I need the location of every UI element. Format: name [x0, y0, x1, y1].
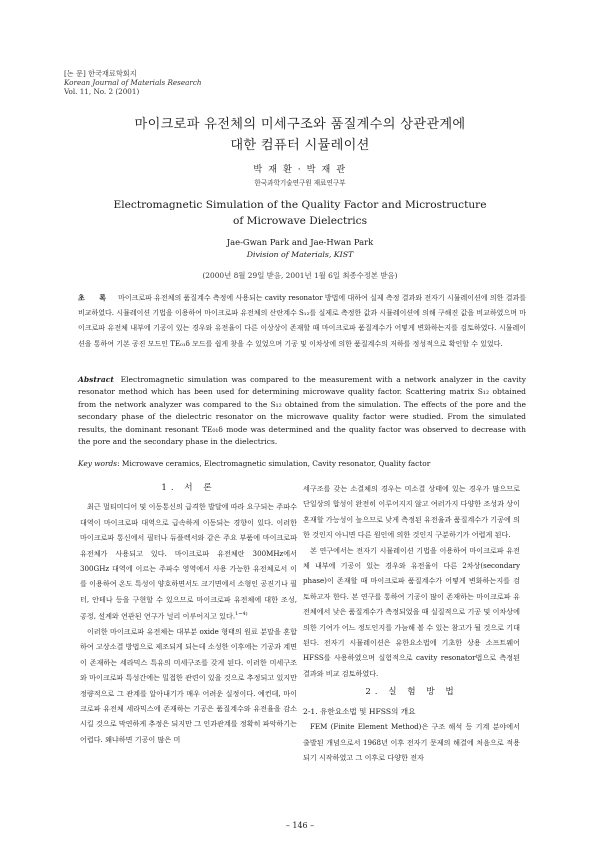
keywords-text: : Microwave ceramics, Electromagnetic simulation, Cavity resonator, Quality factor [117, 459, 431, 468]
abstract-ko-text: 마이크로파 유전체의 품질계수 측정에 사용되는 cavity resonator 방법에 대하여 실제 측정 결과와 전자기 시뮬레이션에 의한 결과를 비교하였다. 시뮬레이션 기법을 이용하여 마이크로파 유전체의 산란계수 S₁₂를 실제로 측정한 값과 시뮬레이션에 의해 구해진 값을 비교하였으며 마이크로파 유전체 내부에 기공이 있는 경우와 유전율이 다른 이상상이 존재할 때 마이크로파 품질계수가 어떻게 변화하는지를 검토하였다. 시뮬레이션을 통하여 기본 공진 모드인 TE₀₁δ 모드를 쉽게 찾을 수 있었으며 기공 및 이차상에 의한 품질계수의 저하를 정성적으로 확인할 수 있었다. [78, 294, 526, 348]
intro-paragraph-2: 이러한 마이크로파 유전체는 대부분 oxide 형태의 원료 분말을 혼합하여 고상소결 방법으로 제조되게 되는데 소성한 이후에는 기공과 계면이 존재하는 세라믹스 특유의 미세구조를 갖게 된다. 이러한 미세구조와 마이크로파 특성간에는 밀접한 관련이 있을 것으로 추정되고 있지만 정량적으로 그 관계를 알아내기가 매우 어려운 실정이다. 예컨데, 마이크로파 유전체 세라믹스에 존재하는 기공은 품질계수와 유전율을 감소시킬 것으로 막연하게 추정은 되지만 그 인과관계를 정확히 파악하기는 어렵다. 왜냐하면 기공이 많은 미 [80, 627, 297, 744]
journal-volume: Vol. 11, No. 2 (2001) [64, 87, 140, 96]
page-number: – 146 – [285, 821, 315, 830]
journal-name-ko: [논 문] 한국재료학회지 [64, 69, 137, 78]
section-heading-methods: 2. 실 험 방 법 [365, 687, 458, 698]
section-heading-introduction: 1. 서 론 [161, 483, 216, 493]
paper-title-ko [60, 114, 540, 156]
methods-paragraph-1: FEM (Finite Element Method)은 구조 해석 등 기계 분야에서 출발된 개념으로서 1968년 이후 전자기 문제의 해결에 처음으로 적용되기 시작하였고 그 이후로 다양한 전자 [303, 722, 520, 762]
abstract-en-label: Abstract [78, 375, 114, 384]
abstract-ko [78, 290, 526, 352]
intro-paragraph-2-cont: 세구조를 갖는 소결체의 경우는 미소결 상태에 있는 경우가 많으므로 단일상의 합성이 완전히 이루어지지 않고 여러가지 다양한 조성과 상이 혼재할 가능성이 높으므로 낮게 측정된 유전율과 품질계수가 기공에 의한 것인지 아니면 다른 원인에 의한 것인지 구분하기가 어렵게 된다. [303, 484, 520, 540]
received-dates: (2000년 8월 29일 받음, 2001년 1월 6일 최종수정본 받음) [202, 271, 398, 280]
journal-name-en: Korean Journal of Materials Research [64, 78, 202, 87]
title-ko-line2: 대한 컴퓨터 시뮬레이션 [230, 138, 370, 153]
left-column [80, 481, 297, 747]
right-column [303, 481, 520, 765]
abstract-en [78, 374, 526, 448]
intro-paragraph-3: 본 연구에서는 전자기 시뮬레이션 기법을 이용하여 마이크로파 유전체 내부에 기공이 있는 경우와 유전율이 다른 2차상(secondary phase)이 존재할 때 마이크로파 품질계수가 어떻게 변화하는지를 검토하고자 한다. 본 연구를 통하여 기공이 많이 존재하는 마이크로파 유전체에서 낮은 품질계수가 측정되었을 때 실질적으로 기공 및 이차상에 의한 기여가 어느 정도인지를 가늠해 볼 수 있는 참고가 될 것으로 기대된다. 전자기 시뮬레이션은 유한요소법에 기초한 상용 소프트웨어 HFSS를 사용하였으며 실험적으로 cavity resonator법으로 측정된 결과와 비교 검토하였다. [303, 545, 520, 678]
keywords [78, 459, 526, 468]
title-en-line2: of Microwave Dielectrics [232, 215, 368, 227]
intro-p1-text: 최근 멀티미디어 및 이동통신의 급격한 발달에 따라 요구되는 주파수 대역이 마이크로파 대역으로 급속하게 이동되는 경향이 있다. 이러한 마이크로파 통신에서 필터나 듀플렉서와 같은 주요 부품에 마이크로파 유전체가 사용되고 있다. 마이크로파 유전체란 300MHz에서 300GHz 대역에 이르는 주파수 영역에서 사용 가능한 유전체로서 이를 이용하여 온도 특성이 양호하면서도 크기면에서 소형인 공진기나 필터, 안테나 등을 구현할 수 있으므로 마이크로파 유전체에 대한 조성, 공정, 설계와 연관된 연구가 널리 이루어지고 있다. [80, 502, 297, 621]
affiliation-ko: 한국과학기술연구원 재료연구부 [254, 179, 346, 187]
title-en-line1: Electromagnetic Simulation of the Quality Factor and Microstructure [113, 199, 487, 211]
intro-paragraph-1 [80, 499, 297, 624]
journal-header [64, 69, 202, 96]
paper-title-en [60, 197, 540, 229]
authors-en: Jae-Gwan Park and Jae-Hwan Park [226, 237, 374, 247]
affiliation-en: Division of Materials, KIST [246, 250, 354, 259]
subsection-heading-fem: 2-1. 유한요소법 및 HFSS의 개요 [303, 706, 416, 716]
keywords-label: Key words [78, 459, 118, 468]
title-ko-line1: 마이크로파 유전체의 미세구조와 품질계수의 상관관계에 [134, 117, 466, 132]
intro-p1-ref: 1~4) [235, 611, 248, 618]
authors-ko: 박 재 환 · 박 재 관 [253, 164, 347, 175]
abstract-en-text: Electromagnetic simulation was compared to the measurement with a network analyzer in the cavity resonator method which has been used for determining microwave quality factor. Scattering matrix S₁₂ obtained from the network analyzer was compared to the S₁₂ obtained from the simulation. The effects of the pore and the secondary phase of the dielectric resonator on the microwave quality factor were studied. From the simulated results, the dominant resonant TE₀₁δ mode was determined and the quality factor was observed to decrease with the pore and the secondary phase in the dielectrics. [78, 375, 526, 447]
abstract-ko-label: 초 록 [78, 293, 113, 302]
